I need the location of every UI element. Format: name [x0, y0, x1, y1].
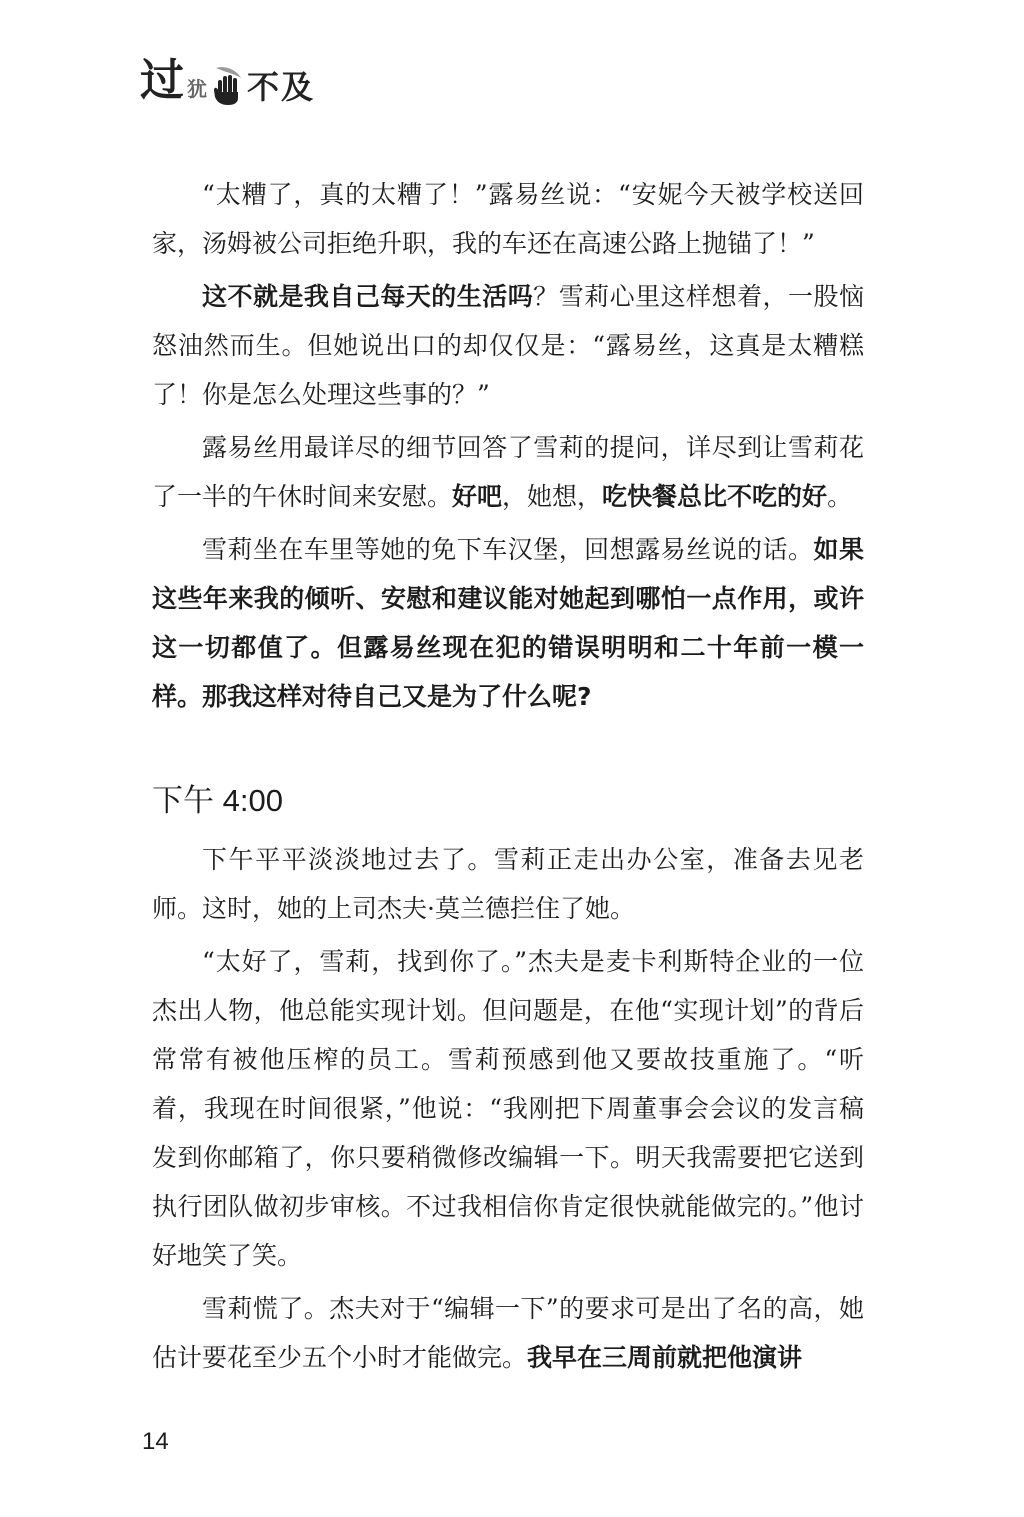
paragraph [152, 835, 864, 933]
header-title-char-3: 不及 [247, 68, 316, 106]
text-run: “太糟了，真的太糟了！”露易丝说：“安妮今天被学校送回家，汤姆被公司拒绝升职，我的车还在高速公路上抛锚了！” [152, 180, 864, 258]
emphasized-text: 好吧 [452, 482, 503, 511]
text-run: “太好了，雪莉，找到你了。”杰夫是麦卡利斯特企业的一位杰出人物，他总能实现计划。但问题是，在他“实现计划”的背后常常有被他压榨的员工。雪莉预感到他又要故技重施了。“听着，我现在时间很紧，”他说：“我刚把下周董事会会议的发言稿发到你邮箱了，你只要稍微修改编辑一下。明天我需要把它送到执行团队做初步审核。不过我相信你肯定很快就能做完的。”他讨好地笑了笑。 [152, 947, 864, 1270]
header-title-char-1: 过 [140, 55, 185, 106]
text-run: 。 [827, 482, 853, 511]
text-run: ，她想， [502, 482, 603, 511]
emphasized-text: 我早在三周前就把他演讲 [527, 1343, 803, 1372]
paragraph [152, 272, 864, 419]
hand-icon [211, 66, 245, 106]
emphasized-text: 这不就是我自己每天的生活吗 [202, 282, 534, 311]
page-number: 14 [142, 1428, 169, 1455]
paragraph [152, 1284, 864, 1382]
text-run: 露易丝用最详尽的细节回答了雪莉的提问，详尽到让雪莉花了一半的午休时间来安慰。 [152, 433, 864, 511]
running-header [140, 55, 316, 108]
paragraph [152, 525, 864, 721]
page-body [152, 170, 864, 1386]
section-title: 下午 4:00 [152, 783, 283, 818]
emphasized-text: 如果这些年来我的倾听、安慰和建议能对她起到哪怕一点作用，或许这一切都值了。但露易丝现在犯的错误明明和二十年前一模一样。那我这样对待自己又是为了什么呢? [152, 535, 864, 711]
paragraph-group-1 [152, 170, 864, 721]
paragraph [152, 423, 864, 521]
paragraph [152, 937, 864, 1280]
text-run: 雪莉坐在车里等她的免下车汉堡，回想露易丝说的话。 [202, 535, 814, 564]
text-run: ？雪莉心里这样想着，一股恼怒油然而生。但她说出口的却仅仅是：“露易丝，这真是太糟糕了！你是怎么处理这些事的？” [152, 282, 864, 409]
emphasized-text: 吃快餐总比不吃的好 [602, 482, 828, 511]
text-run: 雪莉慌了。杰夫对于“编辑一下”的要求可是出了名的高，她估计要花至少五个小时才能做完。 [152, 1294, 864, 1372]
header-title-char-2: 犹 [187, 77, 207, 101]
paragraph [152, 170, 864, 268]
paragraph-group-2 [152, 835, 864, 1382]
text-run: 下午平平淡淡地过去了。雪莉正走出办公室，准备去见老师。这时，她的上司杰夫·莫兰德拦住了她。 [152, 845, 864, 923]
